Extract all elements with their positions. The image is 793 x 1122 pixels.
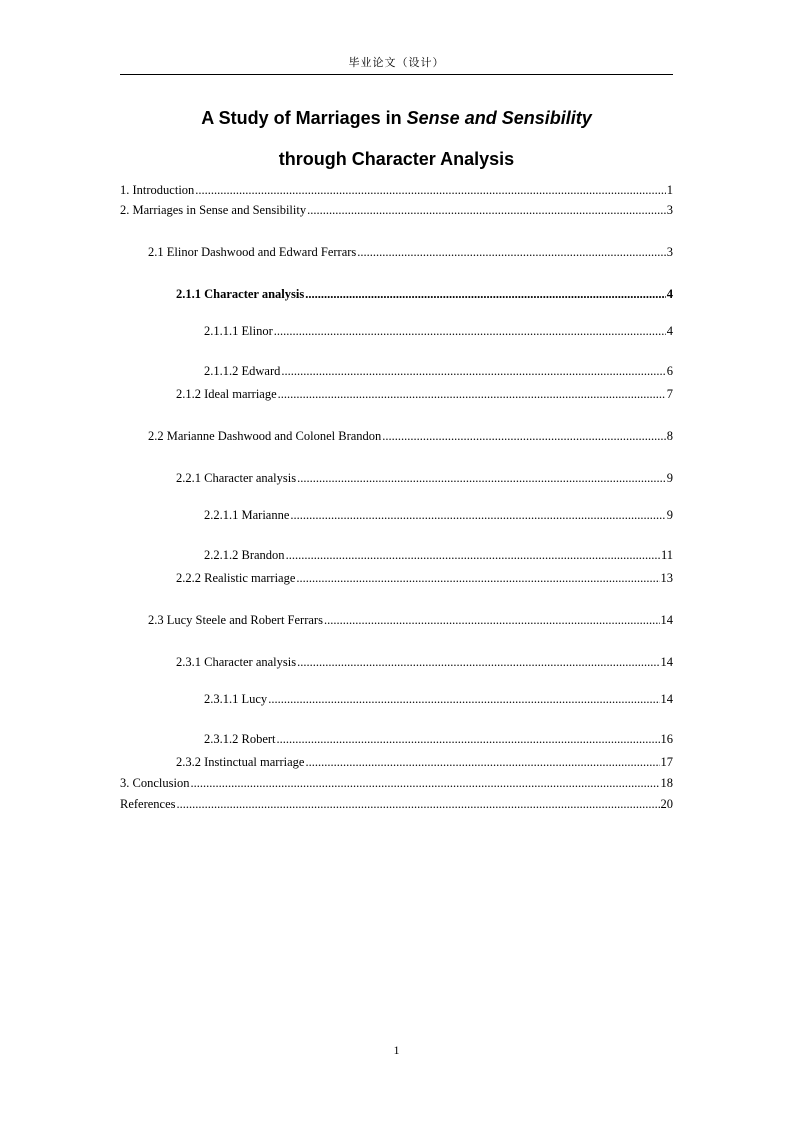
toc-entry-marriages[interactable] [120,202,673,218]
toc-entry-lucy-robert[interactable] [148,612,673,628]
toc-leader-dots [305,754,659,770]
toc-entry-label: References [120,797,176,811]
toc-leader-dots [307,202,666,218]
toc-entry-2-3-1-character-analysis[interactable] [176,654,673,670]
toc-entry-page: 14 [660,655,673,669]
toc-entry-page: 13 [660,571,673,585]
toc-entry-page: 9 [666,471,673,485]
toc-entry-2-1-1-character-analysis[interactable] [176,286,673,302]
toc-entry-page: 4 [666,287,673,301]
toc-entry-page: 20 [660,797,673,811]
title-line2: through Character Analysis [278,149,515,169]
toc-entry-label: 2.3.2 Instinctual marriage [176,755,305,769]
toc-entry-elinor-edward[interactable] [148,244,673,260]
toc-entry-label: 2.2 Marianne Dashwood and Colonel Brandon [148,429,382,443]
toc-entry-page: 11 [660,548,673,562]
toc-entry-page: 14 [660,613,673,627]
toc-entry-label: 2.3.1 Character analysis [176,655,297,669]
toc-entry-realistic-marriage[interactable] [176,570,673,586]
toc-entry-label: 2.2.2 Realistic marriage [176,571,296,585]
toc-entry-page: 17 [660,755,673,769]
toc-entry-label: 2.1.1.2 Edward [204,364,281,378]
toc-entry-page: 8 [666,429,673,443]
toc-entry-marianne[interactable] [204,507,673,523]
toc-entry-edward[interactable] [204,363,673,379]
toc-leader-dots [268,691,659,707]
toc-entry-label: 2.2.1.2 Brandon [204,548,285,562]
toc-entry-conclusion[interactable] [120,775,673,791]
toc-entry-page: 18 [660,776,673,790]
toc-entry-elinor[interactable] [204,323,673,339]
toc-entry-references[interactable] [120,796,673,812]
toc-entry-page: 3 [666,245,673,259]
toc-entry-lucy[interactable] [204,691,673,707]
toc-leader-dots [357,244,665,260]
document-subtitle [0,148,793,170]
toc-entry-instinctual-marriage[interactable] [176,754,673,770]
toc-entry-label: 2.1.2 Ideal marriage [176,387,277,401]
toc-entry-page: 14 [660,692,673,706]
toc-entry-ideal-marriage[interactable] [176,386,673,402]
page-number: 1 [393,1043,400,1057]
toc-entry-page: 7 [666,387,673,401]
toc-leader-dots [297,654,659,670]
toc-leader-dots [281,363,665,379]
toc-entry-robert[interactable] [204,731,673,747]
toc-entry-label: 2.3 Lucy Steele and Robert Ferrars [148,613,323,627]
toc-entry-introduction[interactable] [120,182,673,198]
toc-leader-dots [277,731,660,747]
toc-entry-label: 2.1.1.1 Elinor [204,324,273,338]
toc-entry-label: 2.1.1 Character analysis [176,287,305,301]
toc-leader-dots [195,182,665,198]
toc-entry-page: 16 [660,732,673,746]
toc-entry-label: 2.3.1.1 Lucy [204,692,268,706]
toc-entry-marianne-brandon[interactable] [148,428,673,444]
toc-entry-label: 2.3.1.2 Robert [204,732,276,746]
toc-entry-label: 2. Marriages in Sense and Sensibility [120,203,307,217]
toc-entry-label: 2.1 Elinor Dashwood and Edward Ferrars [148,245,357,259]
toc-entry-page: 9 [666,508,673,522]
title-line1-italic: Sense and Sensibility [406,108,592,128]
toc-leader-dots [286,547,660,563]
toc-entry-brandon[interactable] [204,547,673,563]
toc-entry-label: 1. Introduction [120,183,195,197]
toc-leader-dots [290,507,665,523]
toc-leader-dots [305,286,666,302]
toc-entry-page: 4 [666,324,673,338]
document-title [0,107,793,129]
toc-entry-2-2-1-character-analysis[interactable] [176,470,673,486]
toc-leader-dots [382,428,665,444]
toc-entry-label: 2.2.1.1 Marianne [204,508,290,522]
toc-leader-dots [190,775,659,791]
toc-entry-label: 2.2.1 Character analysis [176,471,297,485]
toc-leader-dots [177,796,660,812]
toc-entry-page: 6 [666,364,673,378]
toc-leader-dots [296,570,659,586]
page-header [120,56,673,75]
header-text: 毕业论文（设计） [348,56,445,69]
title-line1-prefix: A Study of Marriages in [201,108,407,128]
toc-entry-page: 1 [666,183,673,197]
toc-leader-dots [324,612,660,628]
toc-entry-label: 3. Conclusion [120,776,190,790]
toc-entry-page: 3 [666,203,673,217]
toc-leader-dots [274,323,666,339]
toc-leader-dots [297,470,666,486]
toc-leader-dots [278,386,666,402]
